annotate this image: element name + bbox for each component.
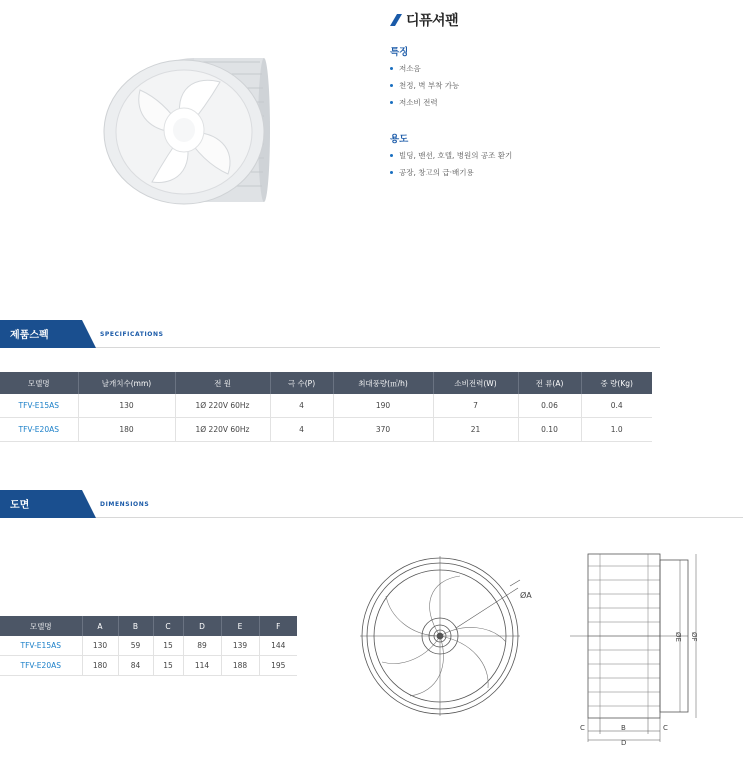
table-cell: 7 [433,394,518,418]
spec-section-title: 제품스펙 [10,330,49,341]
table-row [0,636,297,656]
dim-label-c-right: C [663,724,668,732]
column-header: B [118,616,153,636]
column-header: D [183,616,221,636]
table-row [0,394,652,418]
table-cell: 190 [333,394,433,418]
table-cell: 0.10 [518,418,581,442]
table-header-row [0,616,297,636]
dim-label-b: B [621,724,626,732]
column-header: E [221,616,259,636]
table-cell: 180 [82,656,118,676]
table-cell: 195 [259,656,297,676]
table-cell: 144 [259,636,297,656]
table-cell: 15 [153,656,183,676]
dim-label-e: ØE [674,632,682,642]
column-header: F [259,616,297,636]
bullet-icon [390,154,393,157]
spec-section-header [0,320,660,348]
column-header: 중 량(Kg) [581,372,652,394]
dim-section-title: 도면 [10,500,30,511]
title-area [390,10,458,30]
table-cell: 1Ø 220V 60Hz [175,418,270,442]
table-cell: 21 [433,418,518,442]
model-cell: TFV-E20AS [0,418,78,442]
table-cell: 0.4 [581,394,652,418]
features-list [390,61,459,109]
table-row [0,418,652,442]
bullet-icon [390,67,393,70]
dim-label-c-left: C [580,724,585,732]
column-header: 소비전력(W) [433,372,518,394]
dim-label-d: D [621,739,627,746]
table-header-row [0,372,652,394]
table-cell: 114 [183,656,221,676]
slash-icon [390,14,402,26]
table-cell: 188 [221,656,259,676]
dim-section-subtitle: DIMENSIONS [100,501,150,508]
column-header: 모델명 [0,616,82,636]
list-item: 천정, 벽 부착 가능 [390,78,459,92]
table-cell: 89 [183,636,221,656]
bullet-icon [390,84,393,87]
table-cell: 84 [118,656,153,676]
column-header: 모델명 [0,372,78,394]
model-cell: TFV-E15AS [0,394,78,418]
usage-heading: 용도 [390,134,409,145]
list-item: 빌딩, 맨션, 호텔, 병원의 공조 환기 [390,148,512,162]
dim-label-a: ØA [520,591,532,600]
table-cell: 180 [78,418,175,442]
bullet-icon [390,171,393,174]
table-cell: 0.06 [518,394,581,418]
column-header: 전 류(A) [518,372,581,394]
list-item: 저소비 전력 [390,95,459,109]
column-header: 최대풍량(㎥/h) [333,372,433,394]
table-row [0,656,297,676]
features-heading: 특징 [390,47,409,58]
table-cell: 15 [153,636,183,656]
table-cell: 1.0 [581,418,652,442]
table-cell: 130 [78,394,175,418]
table-cell: 4 [270,418,333,442]
list-item: 저소음 [390,61,459,75]
usage-list [390,148,512,179]
table-cell: 1Ø 220V 60Hz [175,394,270,418]
spec-section-subtitle: SPECIFICATIONS [100,331,164,338]
model-cell: TFV-E20AS [0,656,82,676]
column-header: 날개치수(mm) [78,372,175,394]
table-cell: 130 [82,636,118,656]
page-title: 디퓨셔팬 [406,13,459,29]
table-cell: 370 [333,418,433,442]
side-view-drawing [570,546,710,746]
column-header: C [153,616,183,636]
spec-table [0,372,652,442]
dim-section-header [0,490,743,518]
column-header: 극 수(P) [270,372,333,394]
dim-label-f: ØF [690,632,698,642]
model-cell: TFV-E15AS [0,636,82,656]
table-cell: 4 [270,394,333,418]
bullet-icon [390,101,393,104]
table-cell: 59 [118,636,153,656]
dimension-table [0,616,297,676]
column-header: A [82,616,118,636]
front-view-drawing [360,546,540,728]
product-photo [100,54,272,206]
column-header: 전 원 [175,372,270,394]
table-cell: 139 [221,636,259,656]
list-item: 공장, 창고의 급·배기용 [390,165,512,179]
